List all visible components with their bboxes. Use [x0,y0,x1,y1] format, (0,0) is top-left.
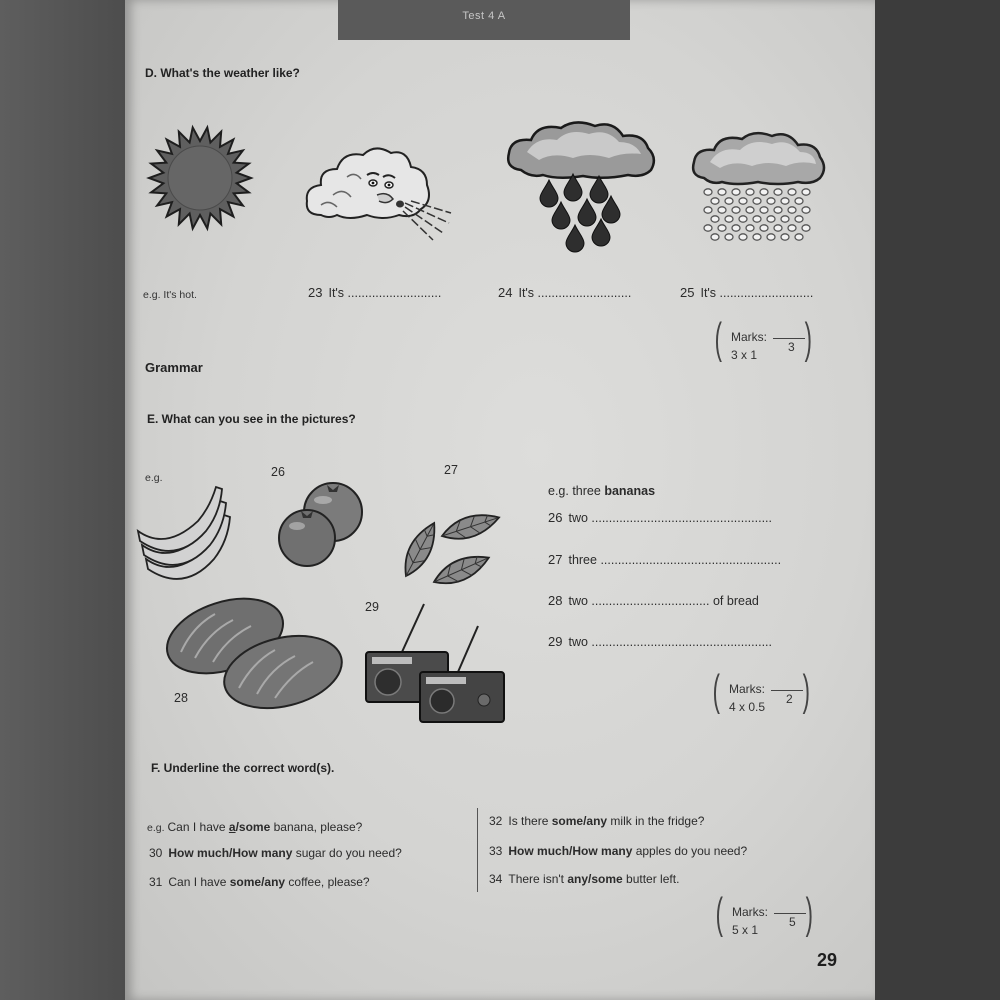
word-choice: How much/How many [508,844,633,858]
section-d-heading: D. What's the weather like? [145,66,300,80]
sentence-before: Can I have [168,875,230,889]
picture-label-28: 28 [174,691,188,705]
word-choice: any/some [567,872,623,886]
snowflake [732,189,740,195]
question-word: two [568,594,588,608]
snowflake [802,225,810,231]
question-number: 30 [149,846,163,860]
snowflake [774,225,782,231]
section-f-heading: F. Underline the correct word(s). [151,761,335,775]
snowflake [704,189,712,195]
marks-score: 5 [789,915,796,929]
fraction-line [774,913,806,914]
answer-blank: .................................. [591,594,710,608]
snowflake [767,198,775,204]
snowflake [725,234,733,240]
snowflake [739,198,747,204]
question-number: 24 [498,285,513,300]
test-title: Test 4 A [462,10,506,22]
tomatoes-illustration [273,482,368,567]
question-33 [489,844,747,858]
picture-label-27: 27 [444,463,458,477]
column-divider [477,808,478,892]
marks-formula: 4 x 0.5 [729,700,766,714]
question-32 [489,814,704,828]
snowflake [781,216,789,222]
snowflake [802,189,810,195]
background-left [0,0,125,1000]
snowflake [781,198,789,204]
right-parenthesis: ) [802,666,810,715]
question-25 [680,285,813,300]
question-number: 33 [489,844,503,858]
example-answer: bananas [604,484,656,498]
snowflake [760,189,768,195]
question-word: two [568,635,588,649]
radios-illustration [358,600,508,725]
leaves-illustration [398,498,508,588]
snowflake [725,216,733,222]
question-28 [548,593,759,608]
snowflake [718,189,726,195]
snowflake [739,234,747,240]
marks-label: Marks: [729,682,765,696]
answer-blank: It's ........................... [518,286,632,300]
page-number: 29 [817,950,838,970]
example-label: e.g. [147,822,165,834]
question-word: two [568,511,588,525]
sentence-after: milk in the fridge? [607,814,705,828]
choice-rest: /some [235,820,271,834]
snowflake [718,207,726,213]
left-parenthesis: ( [715,889,723,938]
snowflake [718,225,726,231]
background-right [875,0,1000,1000]
question-34 [489,872,679,886]
rain-illustration [503,118,659,253]
snowflake [795,198,803,204]
snowflake [795,216,803,222]
snowflake [746,207,754,213]
snowflake [760,207,768,213]
snowflake [788,225,796,231]
sentence-after: apples do you need? [632,844,748,858]
marks-box-f [715,889,824,945]
answer-blank: .................................................... [591,511,772,525]
fraction-line [773,338,805,339]
sentence-after: banana, please? [270,820,363,834]
word-choice: some/any [229,875,286,889]
answer-blank: .................................................... [600,553,782,567]
example-answer-d: e.g. It's hot. [143,289,197,301]
test-title-bar [338,0,630,40]
question-number: 28 [548,593,563,608]
wind-illustration [303,143,453,243]
right-parenthesis: ) [804,314,812,363]
question-word: three [568,553,597,567]
question-31 [149,875,370,889]
question-26 [548,510,772,525]
snowflake [767,234,775,240]
marks-score: 2 [786,692,793,706]
snow-illustration [688,128,828,244]
fraction-line [771,690,803,691]
snowflake [753,198,761,204]
textbook-page [125,0,875,1000]
answer-blank: .................................................... [591,635,772,649]
example-prefix: e.g. three [548,484,601,498]
question-number: 34 [489,872,503,886]
question-24 [498,285,631,300]
snowflake [760,225,768,231]
snowflake [746,225,754,231]
sentence-before: Can I have [167,820,229,834]
snowflake [732,225,740,231]
snowflake [774,207,782,213]
question-number: 25 [680,285,695,300]
snowflake [788,207,796,213]
snowflake [711,234,719,240]
snowflake [753,234,761,240]
snowflake [711,216,719,222]
snowflake [753,216,761,222]
left-parenthesis: ( [712,666,720,715]
question-number: 31 [149,875,163,889]
question-30 [149,846,402,860]
marks-formula: 3 x 1 [731,348,758,362]
question-number: 23 [308,285,323,300]
question-suffix: of bread [712,594,759,608]
example-answer-e [548,484,655,498]
picture-label-example: e.g. [145,472,163,484]
snowflake [767,216,775,222]
section-e-heading: E. What can you see in the pictures? [147,412,356,426]
marks-formula: 5 x 1 [732,923,759,937]
snowflake [795,234,803,240]
snowflake [781,234,789,240]
snowflake [725,198,733,204]
sun-illustration [147,120,253,238]
sentence-after: coffee, please? [285,875,370,889]
picture-label-29: 29 [365,600,379,614]
word-choice: How much/How many [168,846,293,860]
picture-label-26: 26 [271,465,285,479]
question-number: 26 [548,510,563,525]
marks-box-d [714,314,823,370]
answer-blank: It's ........................... [328,286,442,300]
question-number: 32 [489,814,503,828]
question-27 [548,552,781,567]
answer-blank: It's ........................... [700,286,814,300]
choice-underlined: a [228,820,236,834]
snowflake [788,189,796,195]
marks-label: Marks: [732,905,768,919]
snowflake [746,189,754,195]
bread-illustration [163,592,345,710]
question-29 [548,634,772,649]
snowflake [774,189,782,195]
word-choice: some/any [551,814,608,828]
snowflake [704,225,712,231]
sentence-before: Is there [508,814,552,828]
snowflake [732,207,740,213]
right-parenthesis: ) [805,889,813,938]
marks-label: Marks: [731,330,767,344]
bananas-illustration [138,483,228,583]
question-number: 29 [548,634,563,649]
sentence-after: sugar do you need? [292,846,402,860]
marks-score: 3 [788,340,795,354]
snowflake [739,216,747,222]
snowflake [704,207,712,213]
example-sentence-f [147,820,362,834]
left-parenthesis: ( [714,314,722,363]
question-number: 27 [548,552,563,567]
snowflake [802,207,810,213]
marks-box-e [712,666,821,722]
snowflake [711,198,719,204]
grammar-heading: Grammar [145,360,203,375]
question-23 [308,285,441,300]
sentence-before: There isn't [508,872,568,886]
sentence-after: butter left. [622,872,680,886]
